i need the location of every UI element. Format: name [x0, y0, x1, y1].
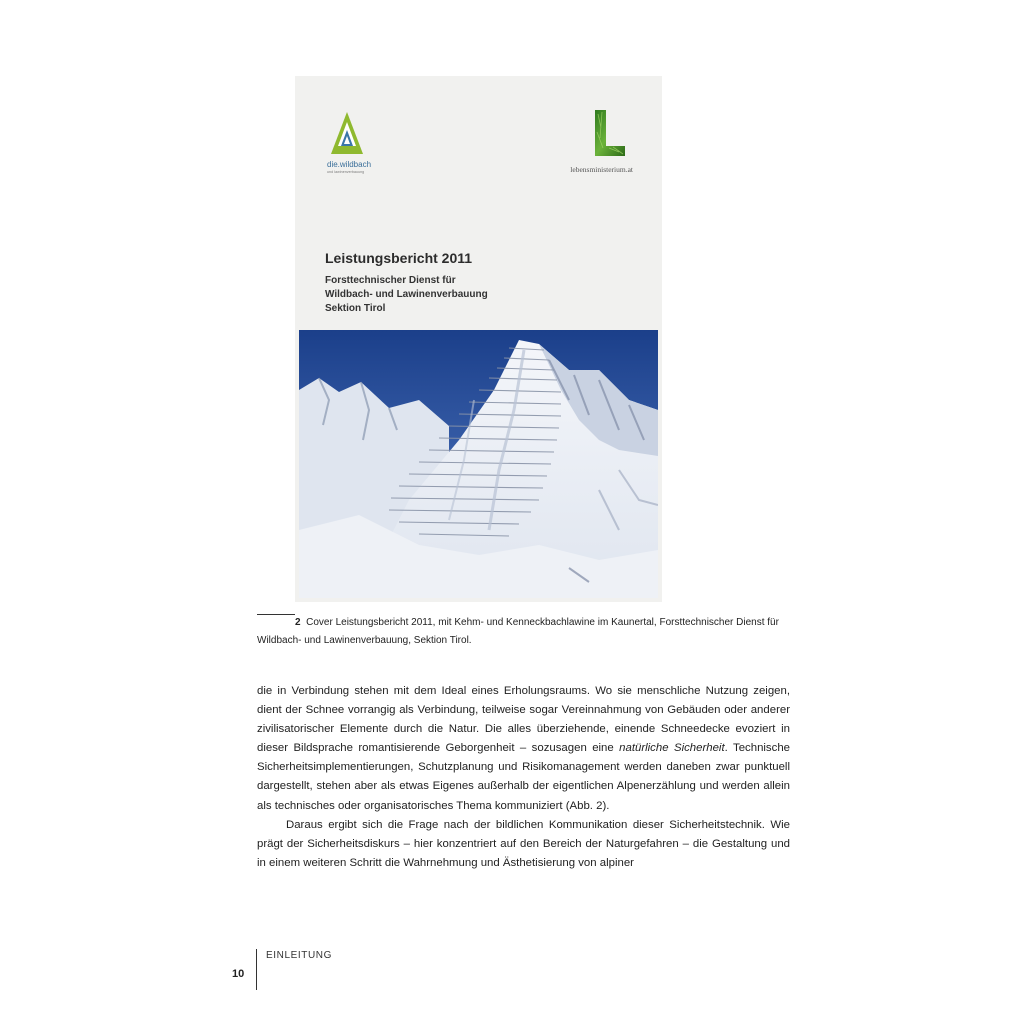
wildbach-logo-subtitle: und lawinenverbauung: [327, 170, 365, 174]
page-number: 10: [232, 968, 245, 980]
figure-caption-text: Cover Leistungsbericht 2011, mit Kehm- und Kenneckbachlawine im Kaunertal, Forsttechnischer Dienst für Wildbach- und Lawinenverbauung, Sektion Tirol.: [257, 617, 779, 646]
cover-subtitle-line-3: Sektion Tirol: [325, 303, 386, 314]
paragraph-1-part-b: . Technische Sicherheitsimplementierungen, Schutzplanung und Risikomanagement werden daneben zwar punktuell dargestellt, stehen aber als etwas Eigenes außerhalb der eigentlichen Alpenerzählung und werden allein als technisches oder organisatorisches Thema kommuniziert (Abb. 2).: [257, 742, 790, 812]
footer-rule: [256, 949, 257, 990]
cover-subtitle-line-2: Wildbach- und Lawinenverbauung: [325, 289, 488, 300]
cover-subtitle-line-1: Forsttechnischer Dienst für: [325, 275, 456, 286]
avalanche-barrier-photo: [299, 330, 658, 598]
paragraph-1-part-a: die in Verbindung stehen mit dem Ideal eines Erholungsraums. Wo sie menschliche Nutzung zeigen, dient der Schnee vorrangig als Verbindung, teilweise sogar Vereinnahmung von Gebäuden oder anderer zivilisatorischer Elemente durch die Natur. Die alles überziehende, einende Schneedecke evoziert in dieser Bildsprache romantisierende Geborgenheit – sozusagen eine: [257, 685, 790, 755]
running-head-section: EINLEITUNG: [266, 950, 333, 961]
lebensministerium-logo-icon: [593, 108, 627, 158]
lebensministerium-logo-text: lebensministerium.at: [570, 165, 633, 174]
body-text: [257, 682, 790, 873]
wildbach-logo-text: die.wildbach: [327, 160, 372, 169]
report-cover-image: [295, 76, 662, 602]
paragraph-1: [257, 682, 790, 816]
figure-caption: [257, 614, 790, 650]
emphasis-natuerliche-sicherheit: natürliche Sicherheit: [619, 742, 725, 755]
paragraph-2: Daraus ergibt sich die Frage nach der bildlichen Kommunikation dieser Sicherheitstechnik. Wie prägt der Sicherheitsdiskurs – hier konzentriert auf den Bereich der Naturgefahren – die Gestaltung und in einem weiteren Schritt die Wahrnehmung und Ästhetisierung von alpiner: [257, 818, 790, 869]
figure-number: 2: [295, 617, 301, 628]
cover-title: Leistungsbericht 2011: [325, 250, 473, 266]
